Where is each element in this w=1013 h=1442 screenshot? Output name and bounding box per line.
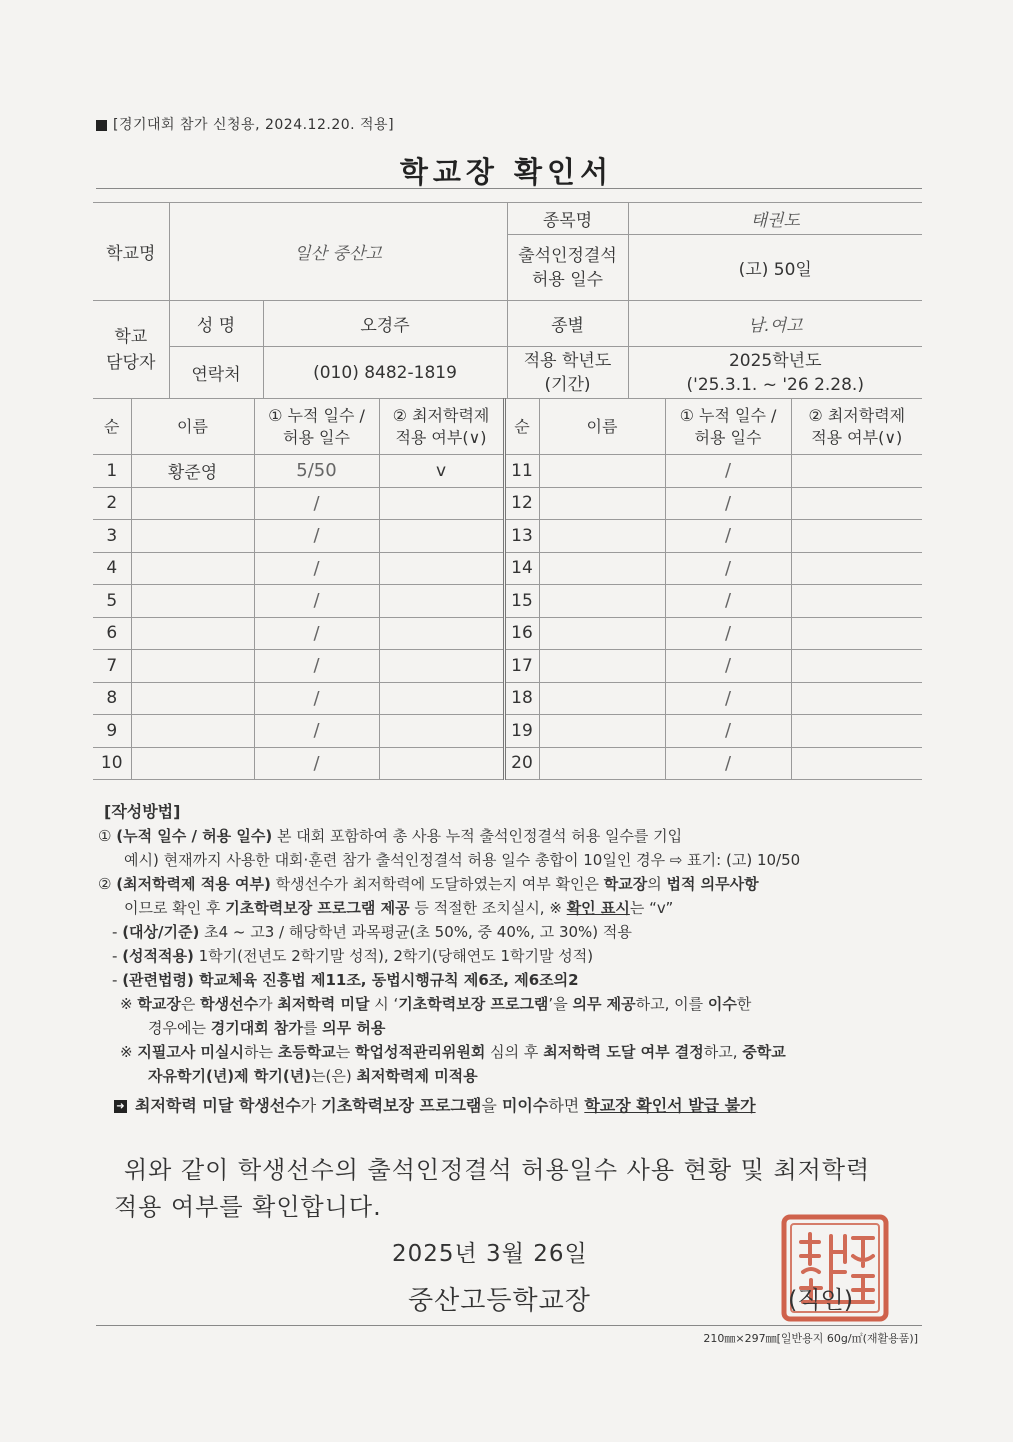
confirmation-statement: 위와 같이 학생선수의 출석인정결석 허용일수 사용 현황 및 최저학력 적용 여부를 확인합니다. <box>114 1156 871 1221</box>
title-divider <box>96 188 922 189</box>
min-check-cell <box>791 682 922 715</box>
col-no-right: 순 <box>504 399 539 455</box>
table-row <box>93 520 922 553</box>
student-name-cell <box>131 747 254 780</box>
student-table <box>93 398 922 780</box>
sport-label: 종목명 <box>507 203 628 235</box>
row-number: 7 <box>93 650 131 683</box>
contact-value: (010) 8482-1819 <box>263 347 507 399</box>
instructions <box>98 800 928 1118</box>
name-label: 성 명 <box>169 301 263 347</box>
student-name-cell <box>539 585 665 618</box>
min-check-cell <box>379 552 504 585</box>
contact-label: 연락처 <box>169 347 263 399</box>
row-number: 9 <box>93 715 131 748</box>
min-check-cell <box>791 487 922 520</box>
row-number: 17 <box>504 650 539 683</box>
table-row <box>93 747 922 780</box>
instruction-2: ② (최저학력제 적용 여부) 학생선수가 최저학력에 도달하였는지 여부 확인은 학교장의 법적 의무사항 <box>98 875 759 893</box>
note-2-line2: 자유학기(년)제 학기(년)는(은) 최저학력제 미적용 <box>148 1067 478 1085</box>
student-name-cell <box>131 520 254 553</box>
sport-value: 태권도 <box>628 203 922 235</box>
gender-label: 종별 <box>507 301 628 347</box>
square-bullet-icon <box>96 120 107 131</box>
row-number: 10 <box>93 747 131 780</box>
days-cell: / <box>665 682 791 715</box>
col-name-right: 이름 <box>539 399 665 455</box>
table-row <box>93 585 922 618</box>
min-check-cell <box>379 682 504 715</box>
allowed-days-value: (고) 50일 <box>628 235 922 301</box>
row-number: 20 <box>504 747 539 780</box>
days-cell: 5/50 <box>254 455 379 488</box>
days-cell: / <box>665 455 791 488</box>
instructions-heading: [작성방법] <box>104 802 181 821</box>
col-min-right: ② 최저학력제 적용 여부(∨) <box>791 399 922 455</box>
min-check-cell <box>379 585 504 618</box>
page-title: 학교장 확인서 <box>399 155 614 189</box>
note-2: ※ 지필고사 미실시하는 초등학교는 학업성적관리위원회 심의 후 최저학력 도달 여부 결정하고, 중학교 <box>120 1043 786 1061</box>
student-name-cell <box>131 715 254 748</box>
paper-spec: 210㎜×297㎜[일반용지 60g/㎡(재활용품)] <box>703 1332 918 1345</box>
min-check-cell <box>791 617 922 650</box>
staff-label: 학교 담당자 <box>93 301 169 399</box>
row-number: 12 <box>504 487 539 520</box>
table-row <box>93 487 922 520</box>
school-info-table <box>93 202 922 399</box>
row-number: 15 <box>504 585 539 618</box>
year-value: 2025학년도 ('25.3.1. ~ '26 2.28.) <box>628 347 922 399</box>
student-name-cell <box>539 715 665 748</box>
year-label: 적용 학년도 (기간) <box>507 347 628 399</box>
min-check-cell <box>379 520 504 553</box>
days-cell: / <box>254 520 379 553</box>
final-warning: ➜ 최저학력 미달 학생선수가 기초학력보장 프로그램을 미이수하면 학교장 확인서 발급 불가 <box>98 1094 928 1118</box>
student-name-cell <box>539 520 665 553</box>
student-name-cell <box>539 682 665 715</box>
row-number: 4 <box>93 552 131 585</box>
min-check-cell <box>791 520 922 553</box>
col-days-right: ① 누적 일수 / 허용 일수 <box>665 399 791 455</box>
note-1-line2: 경우에는 경기대회 참가를 의무 허용 <box>148 1019 386 1037</box>
row-number: 2 <box>93 487 131 520</box>
days-cell: / <box>665 650 791 683</box>
table-row <box>93 650 922 683</box>
row-number: 3 <box>93 520 131 553</box>
table-row <box>93 455 922 488</box>
row-number: 13 <box>504 520 539 553</box>
row-number: 19 <box>504 715 539 748</box>
gender-value: 남.여고 <box>628 301 922 347</box>
signer-name: 중산고등학교장 <box>408 1286 591 1316</box>
min-check-cell <box>379 617 504 650</box>
issue-date: 2025년 3월 26일 <box>392 1241 588 1267</box>
min-check-cell <box>791 747 922 780</box>
bullet-target: - (대상/기준) 초4 ~ 고3 / 해당학년 과목평균(초 50%, 중 40%, 고 30%) 적용 <box>112 923 632 941</box>
min-check-cell: v <box>379 455 504 488</box>
min-check-cell <box>379 650 504 683</box>
col-name-left: 이름 <box>131 399 254 455</box>
days-cell: / <box>665 520 791 553</box>
student-name-cell <box>539 747 665 780</box>
student-name-cell <box>131 650 254 683</box>
student-name-cell <box>539 552 665 585</box>
days-cell: / <box>254 585 379 618</box>
school-label: 학교명 <box>93 203 169 301</box>
name-value: 오경주 <box>263 301 507 347</box>
table-row <box>93 715 922 748</box>
instruction-1-example: 예시) 현재까지 사용한 대회·훈련 참가 출석인정결석 허용 일수 총합이 10일인 경우 ⇨ 표기: (고) 10/50 <box>124 851 801 869</box>
row-number: 5 <box>93 585 131 618</box>
days-cell: / <box>254 650 379 683</box>
row-number: 8 <box>93 682 131 715</box>
student-name-cell <box>131 552 254 585</box>
days-cell: / <box>254 552 379 585</box>
table-row <box>93 682 922 715</box>
allowed-days-label: 출석인정결석 허용 일수 <box>507 235 628 301</box>
instruction-1: ① (누적 일수 / 허용 일수) 본 대회 포함하여 총 사용 누적 출석인정결석 허용 일수를 기입 <box>98 827 683 845</box>
student-table-body <box>93 399 922 780</box>
student-name-cell <box>539 455 665 488</box>
days-cell: / <box>665 617 791 650</box>
student-name-cell <box>539 487 665 520</box>
days-cell: / <box>665 747 791 780</box>
instruction-2-line2: 이므로 확인 후 기초학력보장 프로그램 제공 등 적절한 조치실시, ※ 확인 표시는 “v” <box>124 899 674 917</box>
student-name-cell <box>539 650 665 683</box>
days-cell: / <box>254 715 379 748</box>
row-number: 1 <box>93 455 131 488</box>
bullet-grades: - (성적적용) 1학기(전년도 2학기말 성적), 2학기(당해연도 1학기말 성적) <box>112 947 594 965</box>
table-row <box>93 617 922 650</box>
row-number: 6 <box>93 617 131 650</box>
student-name-cell <box>131 682 254 715</box>
days-cell: / <box>254 487 379 520</box>
row-number: 14 <box>504 552 539 585</box>
days-cell: / <box>254 747 379 780</box>
min-check-cell <box>791 715 922 748</box>
form-note: [경기대회 참가 신청용, 2024.12.20. 적용] <box>96 114 394 134</box>
min-check-cell <box>379 715 504 748</box>
days-cell: / <box>665 585 791 618</box>
col-no-left: 순 <box>93 399 131 455</box>
bottom-divider <box>96 1325 922 1326</box>
student-name-cell <box>539 617 665 650</box>
min-check-cell <box>379 487 504 520</box>
min-check-cell <box>791 585 922 618</box>
table-header-row <box>93 399 922 455</box>
student-name-cell <box>131 585 254 618</box>
row-number: 11 <box>504 455 539 488</box>
min-check-cell <box>791 455 922 488</box>
days-cell: / <box>665 552 791 585</box>
days-cell: / <box>254 682 379 715</box>
table-row <box>93 552 922 585</box>
seal-label: (직인) <box>788 1286 854 1314</box>
student-name-cell: 황준영 <box>131 455 254 488</box>
row-number: 16 <box>504 617 539 650</box>
col-min-left: ② 최저학력제 적용 여부(∨) <box>379 399 504 455</box>
row-number: 18 <box>504 682 539 715</box>
days-cell: / <box>665 487 791 520</box>
bullet-law: - (관련법령) 학교체육 진흥법 제11조, 동법시행규칙 제6조, 제6조의2 <box>112 971 579 989</box>
min-check-cell <box>379 747 504 780</box>
min-check-cell <box>791 552 922 585</box>
days-cell: / <box>254 617 379 650</box>
note-1: ※ 학교장은 학생선수가 최저학력 미달 시 ‘기초학력보장 프로그램’을 의무 제공하고, 이를 이수한 <box>120 995 752 1013</box>
school-value: 일산 중산고 <box>169 203 507 301</box>
col-days-left: ① 누적 일수 / 허용 일수 <box>254 399 379 455</box>
student-name-cell <box>131 487 254 520</box>
arrow-box-icon: ➜ <box>114 1100 127 1113</box>
days-cell: / <box>665 715 791 748</box>
student-name-cell <box>131 617 254 650</box>
min-check-cell <box>791 650 922 683</box>
